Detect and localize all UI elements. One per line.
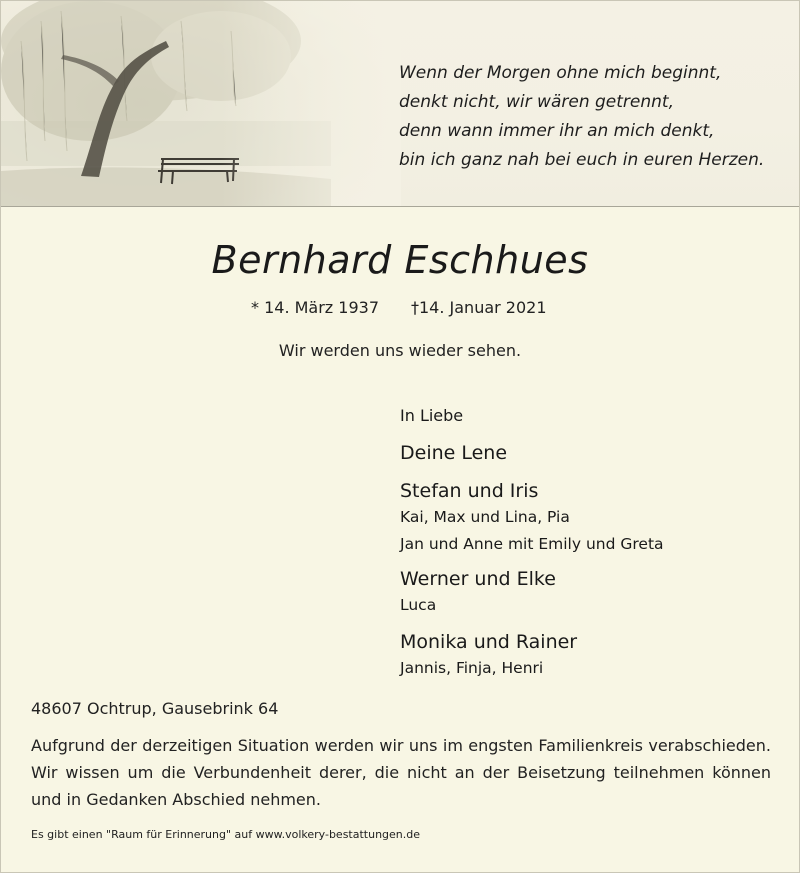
family-address: 48607 Ochtrup, Gausebrink 64	[31, 699, 279, 718]
poem-line: denn wann immer ihr an mich denkt,	[399, 121, 715, 141]
mourner-members: Luca	[400, 596, 437, 614]
in-love-label: In Liebe	[400, 406, 464, 425]
mourners-list	[400, 406, 790, 682]
deceased-name: Bernhard Eschhues	[211, 238, 589, 282]
mourner-group: Stefan und Iris	[400, 480, 539, 502]
funeral-notice: Aufgrund der derzeitigen Situation werden wir uns im engsten Familienkreis verabschieden. Wir wissen um die Verbundenheit derer, die nicht an der Beisetzung teilnehmen können und in Gedanken Abschied nehmen.	[31, 736, 771, 809]
mourner-group: Werner und Elke	[400, 568, 556, 590]
mourner-group: Monika und Rainer	[400, 631, 578, 653]
memorial-link-note: Es gibt einen "Raum für Erinnerung" auf www.volkery-bestattungen.de	[31, 828, 421, 841]
mourner-group: Deine Lene	[400, 442, 508, 464]
birth-date: * 14. März 1937	[251, 298, 380, 317]
mourner-members: Jannis, Finja, Henri	[400, 659, 544, 677]
farewell-quote: Wir werden uns wieder sehen.	[278, 341, 522, 360]
mourner-members: Kai, Max und Lina, Pia	[400, 508, 570, 526]
poem-line: Wenn der Morgen ohne mich beginnt,	[399, 63, 722, 83]
header-banner	[1, 1, 799, 207]
death-date: †14. Januar 2021	[411, 298, 547, 317]
poem-line: bin ich ganz nah bei euch in euren Herzen.	[399, 150, 765, 170]
mourner-members: Jan und Anne mit Emily und Greta	[400, 535, 664, 553]
tree-and-bench-image	[1, 1, 401, 206]
poem-line: denkt nicht, wir wären getrennt,	[399, 92, 674, 112]
poem	[399, 59, 779, 175]
